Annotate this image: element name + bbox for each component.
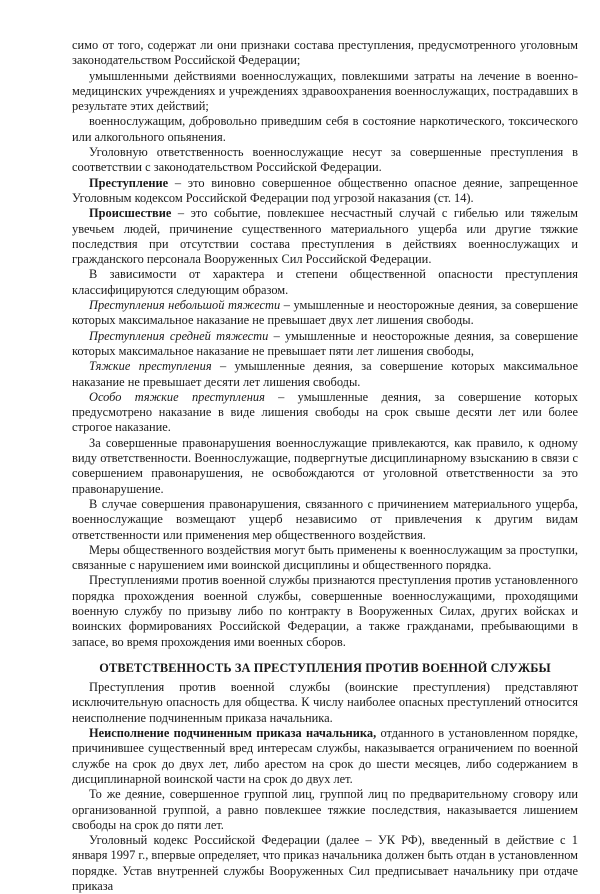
- term-grave: Тяжкие преступления: [89, 359, 212, 374]
- term-incident: Происшествие: [89, 206, 172, 221]
- document-page: [72, 38, 578, 894]
- paragraph-public-measures: Меры общественного воздействия могут быть применены к военнослужащим за проступки, связанные с нарушением ими воинской дисциплины и общественного порядка.: [72, 542, 578, 573]
- paragraph-medical-costs: умышленными действиями военнослужащих, повлекшими затраты на лечение в военно-медицинских учреждениях и учреждениях здравоохранения военнослужащих, пострадавших в результате этих действий;: [72, 68, 578, 114]
- paragraph-single-liability: За совершенные правонарушения военнослужащие привлекаются, как правило, к одному виду ответственности. Военнослужащие, подвергнутые дисциплинарному взысканию в связи с совершением правонарушения, не освобождаются от уголовной ответственности за это правонарушение.: [72, 435, 578, 496]
- category-minor: [72, 298, 578, 329]
- section-heading: ОТВЕТСТВЕННОСТЬ ЗА ПРЕСТУПЛЕНИЯ ПРОТИВ ВОЕННОЙ СЛУЖБЫ: [99, 660, 551, 675]
- paragraph-group-act: То же деяние, совершенное группой лиц, группой лиц по предварительному сговору или организованной группой, а равно повлекшее тяжкие последствия, наказывается лишением свободы на срок до пяти лет.: [72, 787, 578, 832]
- definition-text: – это событие, повлекшее несчастный случай с гибелью или тяжелым увечьем людей, причинение существенного материального ущерба или другие тяжкие последствия при отсутствии состава преступления в действиях военнослужащих и гражданского персонала Вооруженных Сил Российской Федерации.: [72, 206, 578, 267]
- paragraph-text: отданного в установленном порядке, причинившее существенный вред интересам службы, наказывается ограничением по военной службе на срок до двух лет, либо арестом на срок до шести месяцев, либо содержанием в дисциплинарной воинской части на срок до двух лет.: [72, 726, 578, 786]
- paragraph-intoxication: военнослужащим, добровольно приведшим себя в состояние наркотического, токсического или алкогольного опьянения.: [72, 114, 578, 144]
- definition-crime: [72, 176, 578, 207]
- paragraph-insubordination: [72, 726, 578, 787]
- term-insubordination: Неисполнение подчиненным приказа начальника,: [89, 726, 377, 741]
- paragraph-military-crimes-danger: Преступления против военной службы (воинские преступления) представляют исключительную опасность для общества. К числу наиболее опасных преступлений относится неисполнение подчиненным приказа начальника.: [72, 680, 578, 725]
- definition-text: – это виновно совершенное общественно опасное деяние, запрещенное Уголовным кодексом Российской Федерации под угрозой наказания (ст. 14).: [72, 175, 578, 205]
- term-crime: Преступление: [89, 175, 169, 190]
- paragraph-criminal-code: Уголовный кодекс Российской Федерации (далее – УК РФ), введенный в действие с 1 января 1997 г., впервые определяет, что приказ начальника должен быть отдан в установленном порядке. Устав внутренней службы Вооруженных Сил предписывает начальнику при отдаче приказа: [72, 833, 578, 894]
- category-especially-grave: [72, 390, 578, 436]
- paragraph-material-damage: В случае совершения правонарушения, связанного с причинением материального ущерба, военнослужащие возмещают ущерб независимо от привлечения к другим видам ответственности или применения мер общественного воздействия.: [72, 496, 578, 542]
- category-text: – умышленные деяния, за совершение которых максимальное наказание не превышает десяти лет лишения свободы.: [72, 359, 578, 389]
- category-text: – умышленные деяния, за совершение которых предусмотрено наказание в виде лишения свободы на срок свыше десяти лет или более строгое наказание.: [72, 389, 578, 435]
- definition-incident: [72, 206, 578, 267]
- category-text: – умышленные и неосторожные деяния, за совершение которых максимальное наказание не превышает пяти лет лишения свободы,: [72, 328, 578, 358]
- paragraph-continuation: симо от того, содержат ли они признаки состава преступления, предусмотренного уголовным законодательством Российской Федерации;: [72, 38, 578, 68]
- paragraph-criminal-liability: Уголовную ответственность военнослужащие несут за совершенные преступления в соответствии с законодательством Российской Федерации.: [72, 145, 578, 175]
- term-especially-grave: Особо тяжкие преступления: [89, 389, 265, 404]
- paragraph-classification: В зависимости от характера и степени общественной опасности преступления классифицируются следующим образом.: [72, 267, 578, 297]
- term-minor: Преступления небольшой тяжести: [89, 298, 281, 313]
- paragraph-military-crimes: Преступлениями против военной службы признаются преступления против установленного порядка прохождения военной службы, совершенные военнослужащими, проходящими военную службу по призыву либо по контракту в Вооруженных Силах, других войсках и воинских формированиях Российской Федерации, а также гражданами, пребывающими в запасе, во время прохождения ими военных сборов.: [72, 573, 578, 649]
- category-medium: [72, 329, 578, 360]
- term-medium: Преступления средней тяжести: [89, 328, 269, 343]
- category-text: – умышленные и неосторожные деяния, за совершение которых максимальное наказание не превышает двух лет лишения свободы.: [72, 298, 579, 328]
- category-grave: [72, 359, 578, 390]
